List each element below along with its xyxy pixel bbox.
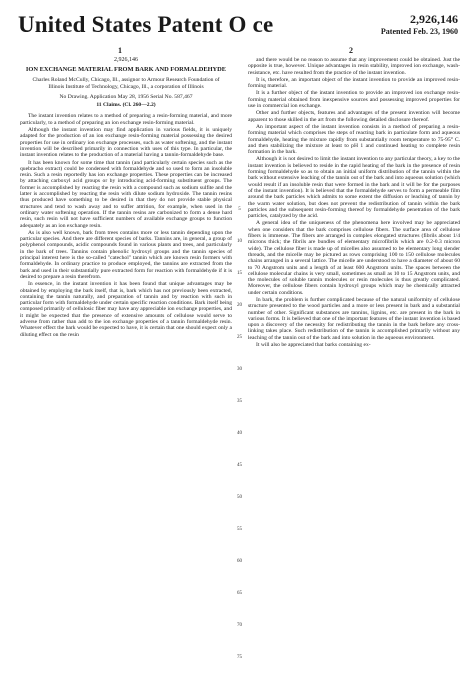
body-paragraph: Although it is not desired to limit the instant invention to any particular theory, a key to the instant invention is believed to reside in the rapid heating of the bark in the presence of resin forming formaldehyde so as to obtain an initial uniform distribution of the tannin within the bark without extensive leaching of the tannin out of the bark and into aqueous solution (which would result if an insoluble resin that were formed in the bark and it will be for the purposes of the instant invention). It is believed that the formaldehyde serves to form a permeable film around the bark particles which admits to some extent the diffusion or leaching of tannin by the warm water solution, but does not prevent the redistribution of tannin within the bark particles and the subsequent resin-forming thereof by formaldehyde penetration of the bark particles, catalyzed by the acid. — [248, 156, 460, 220]
patent-office-title: United States Patent O ce — [18, 12, 274, 37]
body-paragraph: Although the instant invention may find application in various fields, it is uniquely adapted for the production of an ion exchange resin-forming material possessing the desired properties for use in ordinary ion exchange processes, such as water softening, and the instant invention will be described primarily in connection with uses of this type. In particular, the instant invention relates to the production of a material having a tannin-formaldehyde base. — [20, 127, 232, 159]
line-number: 60 — [237, 559, 242, 564]
column-number-right: 2 — [349, 46, 353, 55]
right-column — [248, 57, 460, 694]
line-number: 15 — [237, 271, 242, 276]
body-paragraph: In essence, in the instant invention it has been found that unique advantages may be obtained by employing the bark itself, that is, bark which has not previously been extracted, containing the tannin naturally, and preparation of tannin and by reaction with such in particular form with formaldehyde under certain specific reaction conditions. Bark itself being composed primarily of cellulosic fiber may have any appreciable ion exchange properties, and it might be expected that the presence of extensive amounts of cellulose would serve to adverse from rather than add to the ion exchange properties of a tannin formaldehyde resin. Whatever effect the bark would be expected to have, it is certain that one should expect only a diluting effect on the resin — [20, 281, 232, 338]
line-number: 50 — [237, 495, 242, 500]
column-number-left: 1 — [118, 46, 122, 55]
line-number: 40 — [237, 431, 242, 436]
body-paragraph: and there would be no reason to assume that any improvement could be obtained. Just the opposite is true, however. Unique advantages in resin stability, improved ion exchange, wash-resistance, etc. have resulted from the practice of the instant invention. — [248, 57, 460, 76]
line-number: 65 — [237, 591, 242, 596]
line-number: 75 — [237, 655, 242, 660]
body-paragraph: A general idea of the uniqueness of the phenomena here involved may be appreciated when one considers that the bark comprises cellulose fibers. The surface area of cellulose fibers is immense. The fibers are arranged in complex elongated structures (fibrils about 1/4 microns thick; the fibrils are bundles of elementary microfibrils which are 0.2-0.3 micron wide). The cellulose fiber is made up of micelles also assumed to be elementary long slender threads, and the micelle may be pictured as rows comprising 100 to 150 cellulose molecules chains arranged in a several lattice. The micelle are understood to have a diameter of about 60 to 70 Angstrom units and a length of at least 600 Angstrom units. The spaces between the cellulose molecular chains is very small, sometimes as small as 10 to 15 Angstrom units, and the molecules of soluble tannin molecules or resin molecules is thus greatly complicated. Moreover, the cellulose fibers contain hydroxyl groups which may be chemically attracted under certain conditions. — [248, 220, 460, 296]
column-numbers — [0, 46, 476, 56]
line-number: 10 — [237, 239, 242, 244]
left-column — [20, 57, 232, 694]
line-number: 70 — [237, 623, 242, 628]
body-paragraph: Other and further objects, features and advantages of the present invention will become apparent to those skilled in the art from the following detailed disclosure thereof. — [248, 110, 460, 123]
line-number: 30 — [237, 367, 242, 372]
line-number: 45 — [237, 463, 242, 468]
line-number: 55 — [237, 527, 242, 532]
body-paragraph: It has been known for some time that tannin (and particularly certain species such as the quebracho extract) could be condensed with formaldehyde and so used to form an insoluble resin. Such a resin reportedly has ion exchange properties. These properties can be increased by attaching carboxyl acid groups or by introducing acid-forming substituent groups. The former is accomplished by reacting the resin with a compound such as sodium sulfite and the latter is accomplished by reacting the resin with dilute sodium hydroxide. The tannin resins thus produced have something to be desired in that they do not provide stable physical structures and tend to wash away and to suffer attrition, for example, when used in the ordinary water softening operation. If the tannin resins are carbonized to form a dense hard resin, such resin will not have sufficient numbers of available exchange groups to function adequately as an ion exchange resin. — [20, 159, 232, 229]
invention-title: ION EXCHANGE MATERIAL FROM BARK AND FORMALDEHYDE — [25, 66, 227, 74]
line-number-gutter — [233, 57, 246, 694]
body-paragraph: It will also be appreciated that barks containing ex- — [256, 342, 371, 349]
patent-header — [18, 12, 462, 40]
application-line: No Drawing. Application May 28, 1956 Serial No. 587,467 — [59, 93, 193, 100]
body-paragraph: An important aspect of the instant invention consists in a method of preparing a resin-forming material which comprises the steps of reacting bark in particulate form and aqueous formaldehyde, heating the mixture rapidly from substantially room temperature to 75-95° C. and then stabilizing the mixture at least to pH 1 and continued heating to complete resin formation in the bark. — [248, 123, 460, 156]
caption-number: 2,926,146 — [114, 57, 138, 63]
body-paragraph: In bark, the problem is further complicated because of the natural uniformity of cellulose structure presented to the wood particles and a more or less present in bark and a substantial number of other. Significant substances are tannins, lignins, etc. are present in the bark in various forms. It is believed that one of the important features of the instant invention is based upon a discovery of the necessity for redistributing the tannin in the bark before any cross-linking takes place. Such redistribution of the tannin is accomplished primarily without any leaching of the tannin out of the bark and into solution in the aqueous environment. — [248, 296, 460, 341]
body-paragraph: The instant invention relates to a method of preparing a resin-forming material, and more particularly, to a method of preparing an ion exchange resin-forming material. — [20, 113, 232, 126]
patent-date: Patented Feb. 23, 1960 — [380, 27, 458, 36]
patent-number: 2,926,146 — [410, 12, 458, 26]
line-number: 20 — [237, 303, 242, 308]
body-paragraph: It is a further object of the instant invention to provide an improved ion exchange resin-forming material obtained from inexpensive sources and possessing improved properties for use in commercial ion exchange. — [248, 90, 460, 110]
inventor-line: Charles Roland McCully, Chicago, Ill., assignor to Armour Research Foundation of Illinois Institute of Technology, Chicago, Ill., a corporation of Illinois — [32, 77, 220, 90]
claims-line: 11 Claims. (Cl. 260—2.2) — [96, 102, 156, 109]
body-paragraph: It is, therefore, an important object of the instant invention to provide an improved resin-forming material. — [248, 76, 460, 90]
line-number: 25 — [237, 335, 242, 340]
body-paragraph: As is also well known, bark from trees contains more or less tannin depending upon the particular species. And there are different species of barks. Tannins are, in general, a group of polyphenol compounds, acidic compounds found in various plants and trees, and particularly in the bark of trees. Tannins contain phenolic hydroxyl groups and the tannin species of principal interest here is the so-called "catechol" tannin which are known resin formers with formaldehyde. In ordinary practice to produce employed, the tannins are extracted from the bark and used in their substantially pure extracted form for reaction with formaldehyde if it is desired to prepare a resin therefrom. — [20, 229, 232, 280]
line-number: 35 — [237, 399, 242, 404]
patent-caption — [20, 57, 232, 108]
line-number: 5 — [238, 207, 241, 212]
